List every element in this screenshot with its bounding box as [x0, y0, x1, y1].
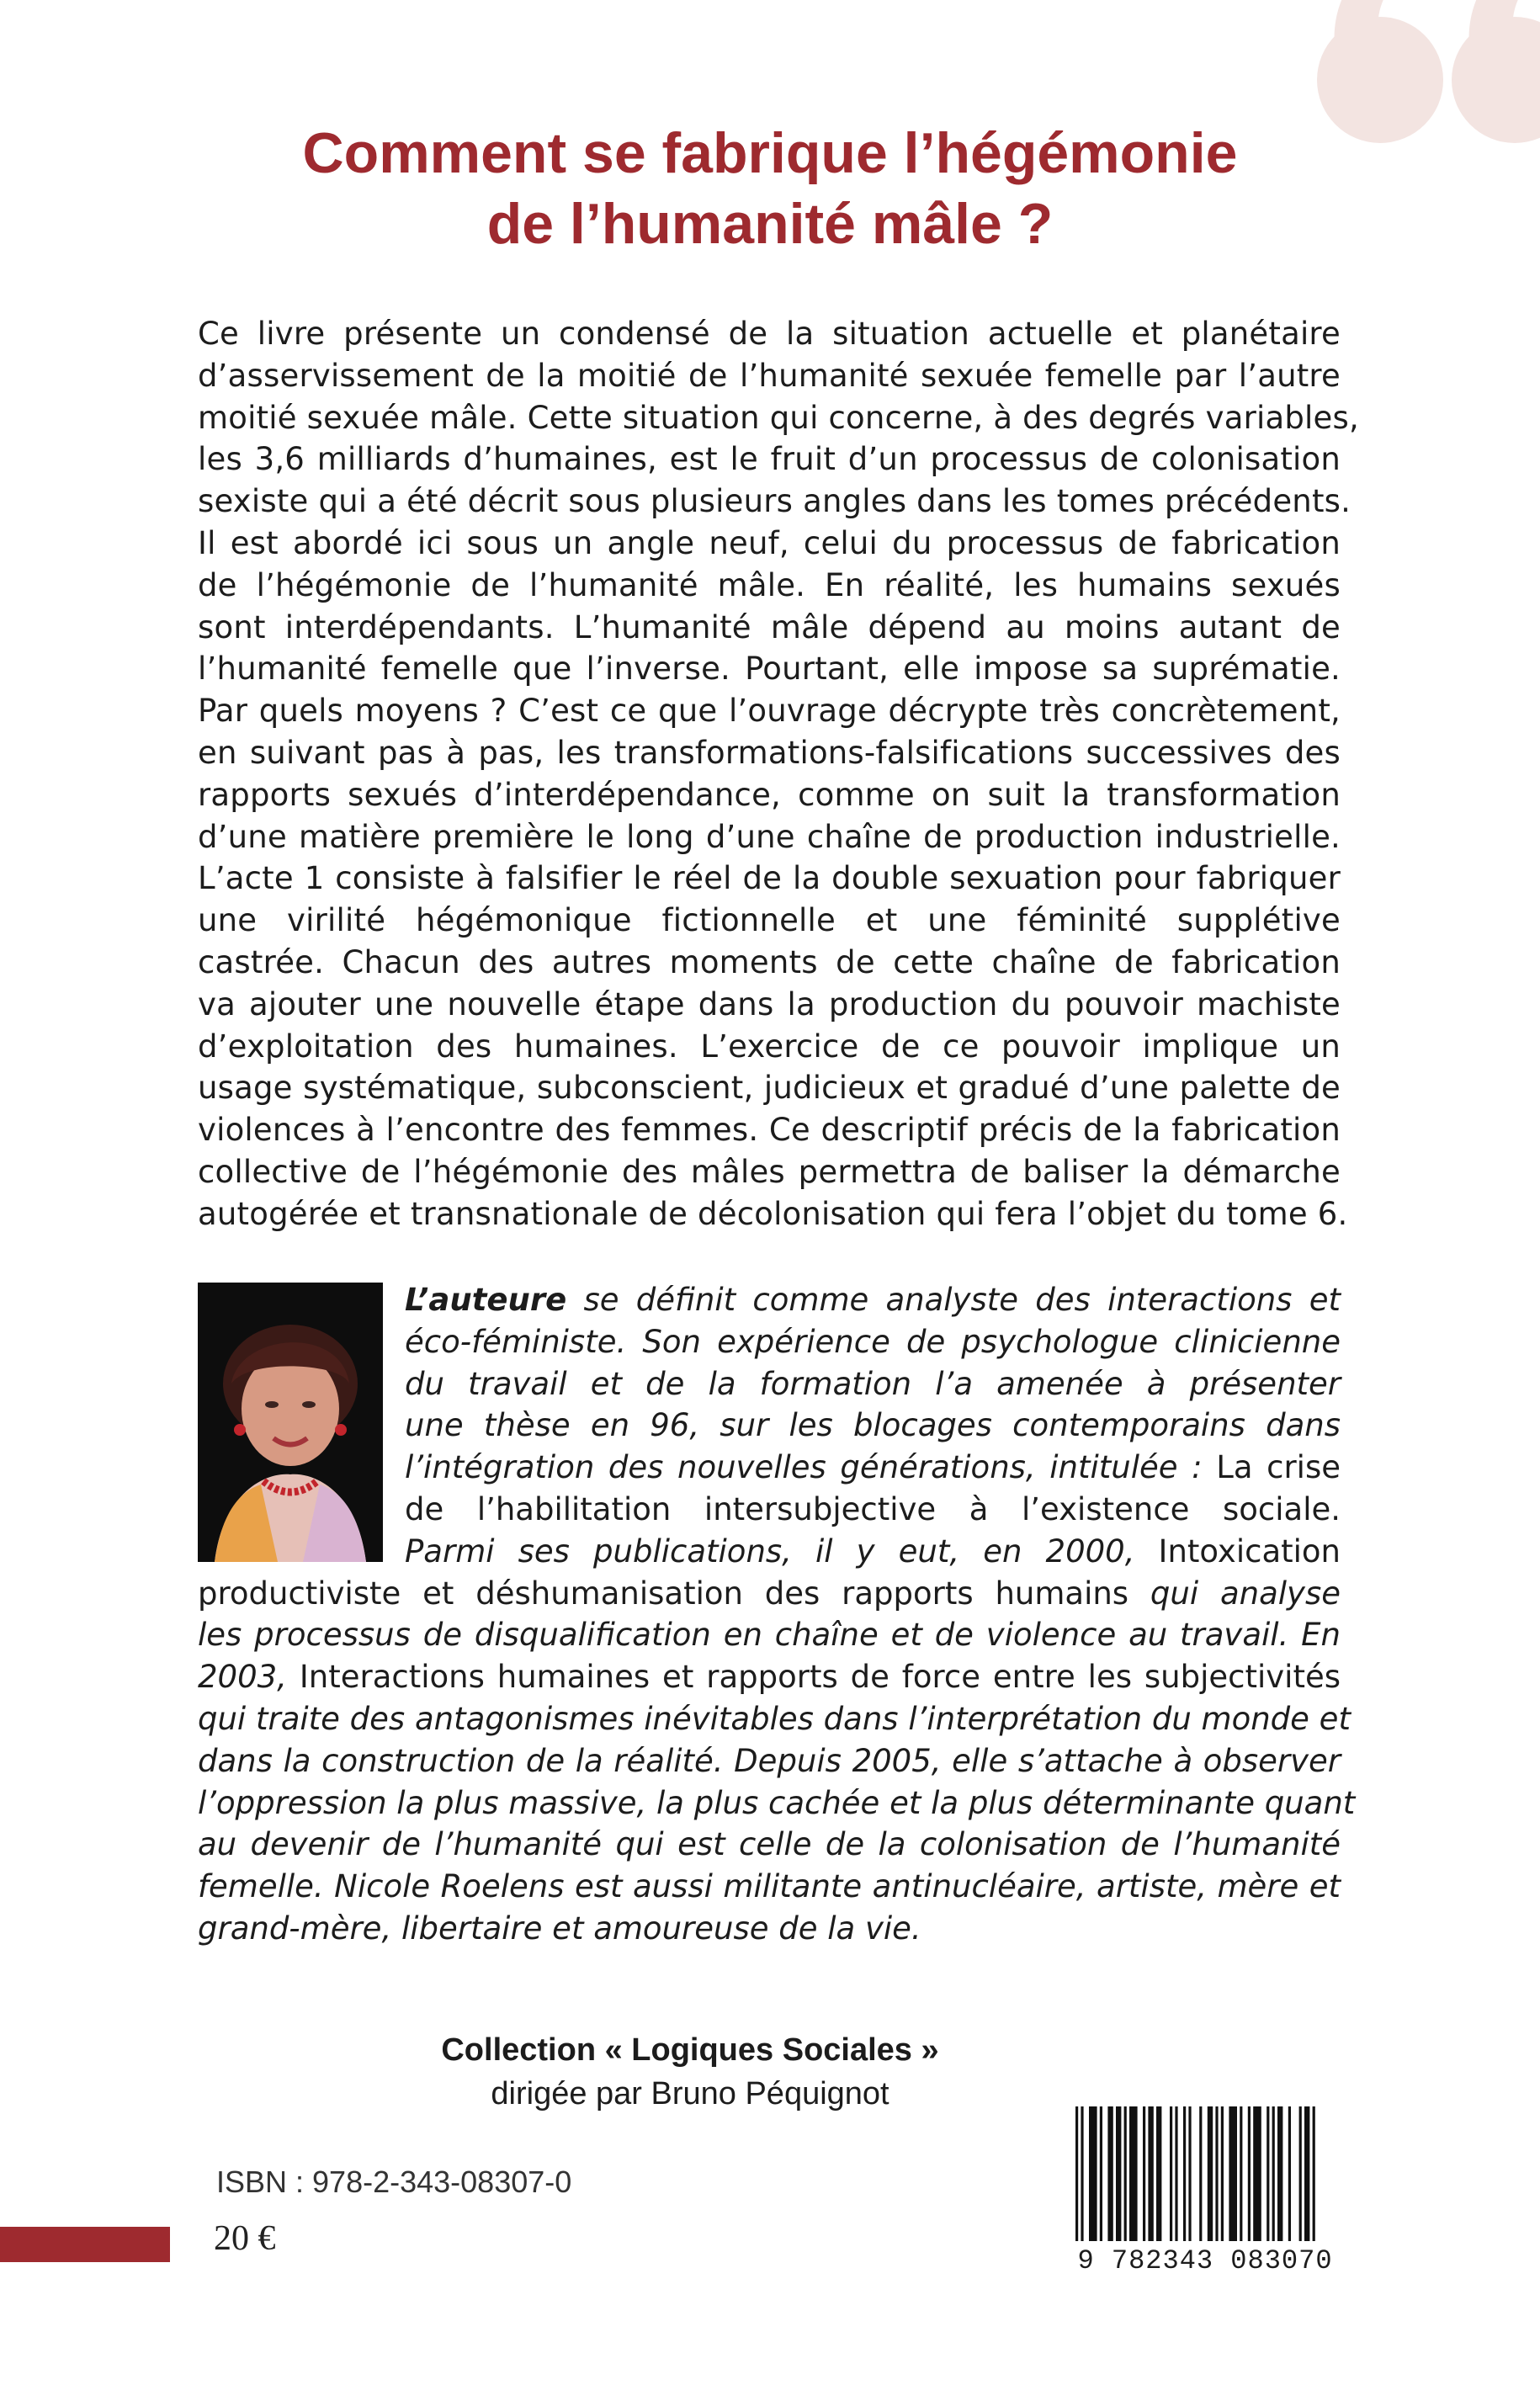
publication-title: Interactions humaines et rapports de force entre les subjectivités [286, 1659, 1341, 1696]
collection-title: Collection « Logiques Sociales » [441, 2032, 939, 2068]
isbn: ISBN : 978-2-343-08307-0 [216, 2165, 572, 2199]
summary-line: d’asservissement de la moitié de l’humanité sexuée femelle par l’autre [198, 357, 1341, 394]
page-title [0, 118, 1540, 259]
bio-line: une thèse en 96, sur les blocages contemporains dans [405, 1407, 1341, 1444]
summary-line: en suivant pas à pas, les transformations-falsifications successives des [198, 734, 1341, 771]
author-label: L’auteure [405, 1282, 567, 1318]
summary-line: sont interdépendants. L’humanité mâle dépend au moins autant de [198, 608, 1341, 645]
summary-line: rapports sexués d’interdépendance, comme on suit la transformation [198, 776, 1341, 813]
collection-info [353, 2028, 1027, 2116]
summary-line: Il est abordé ici sous un angle neuf, celui du processus de fabrication [198, 524, 1341, 561]
bio-line: éco-féministe. Son expérience de psychologue clinicienne [405, 1323, 1341, 1360]
summary-line: Ce livre présente un condensé de la situation actuelle et planétaire [198, 316, 1341, 352]
summary-line: de l’hégémonie de l’humanité mâle. En réalité, les humains sexués [198, 566, 1341, 603]
summary-line: va ajouter une nouvelle étape dans la production du pouvoir machiste [198, 985, 1341, 1023]
bio-line: l’intégration des nouvelles générations, intitulée : La crise [405, 1449, 1341, 1486]
bio-line: Parmi ses publications, il y eut, en 2000, Intoxication [405, 1532, 1341, 1570]
summary-line: L’acte 1 consiste à falsifier le réel de la double sexuation pour fabriquer [198, 860, 1341, 897]
bio-line: 2003, Interactions humaines et rapports de force entre les subjectivités [198, 1659, 1341, 1696]
summary-line: Par quels moyens ? C’est ce que l’ouvrage décrypte très concrètement, [198, 693, 1341, 730]
summary-line: castrée. Chacun des autres moments de cette chaîne de fabrication [198, 943, 1341, 980]
summary-line: d’une matière première le long d’une chaîne de production industrielle. [198, 818, 1341, 855]
accent-bar [0, 2227, 170, 2262]
summary-line: l’humanité femelle que l’inverse. Pourtant, elle impose sa suprématie. [198, 651, 1341, 688]
publication-title: Intoxication [1134, 1532, 1341, 1570]
bio-line: grand-mère, libertaire et amoureuse de la vie. [198, 1910, 921, 1947]
publication-title-cont: productiviste et déshumanisation des rapports humains [198, 1575, 1129, 1612]
summary-line: violences à l’encontre des femmes. Ce descriptif précis de la fabrication [198, 1112, 1341, 1149]
bio-line: l’oppression la plus massive, la plus cachée et la plus déterminante quant [198, 1784, 1356, 1821]
bio-line: dans la construction de la réalité. Depuis 2005, elle s’attache à observer [198, 1742, 1341, 1779]
summary-line: moitié sexuée mâle. Cette situation qui concerne, à des degrés variables, [198, 399, 1359, 436]
bio-line: L’auteure se définit comme analyste des interactions et [405, 1282, 1341, 1318]
bio-line: au devenir de l’humanité qui est celle de la colonisation de l’humanité [198, 1826, 1341, 1863]
summary-line: une virilité hégémonique fictionnelle et une féminité supplétive [198, 902, 1341, 939]
summary-line: d’exploitation des humaines. L’exercice de ce pouvoir implique un [198, 1028, 1341, 1065]
collection-director: dirigée par Bruno Péquignot [491, 2076, 889, 2111]
summary-line: usage systématique, subconscient, judicieux et gradué d’une palette de [198, 1070, 1341, 1107]
author-biography [198, 1279, 1356, 1950]
summary-line: sexiste qui a été décrit sous plusieurs angles dans les tomes précédents. [198, 483, 1351, 520]
bio-line: du travail et de la formation l’a amenée à présenter [405, 1365, 1341, 1402]
thesis-title: La crise [1202, 1449, 1341, 1486]
bio-line: femelle. Nicole Roelens est aussi militante antinucléaire, artiste, mère et [198, 1868, 1341, 1905]
summary-line: autogérée et transnationale de décolonisation qui fera l’objet du tome 6. [198, 1195, 1348, 1232]
bio-line: qui traite des antagonismes inévitables dans l’interprétation du monde et [198, 1700, 1351, 1737]
price: 20 € [214, 2219, 276, 2258]
thesis-title-cont: de l’habilitation intersubjective à l’existence sociale. [405, 1490, 1341, 1527]
title-line-1: Comment se fabrique l’hégémonie [302, 121, 1238, 185]
summary-line: les 3,6 milliards d’humaines, est le fruit d’un processus de colonisation [198, 441, 1341, 478]
summary-line: collective de l’hégémonie des mâles permettra de baliser la démarche [198, 1153, 1341, 1190]
title-line-2: de l’humanité mâle ? [486, 192, 1054, 256]
bio-line: les processus de disqualification en chaîne et de violence au travail. En [198, 1617, 1341, 1654]
barcode-digits: 9 782343 083070 [1077, 2245, 1333, 2276]
book-summary [198, 313, 1359, 1235]
bio-line: productiviste et déshumanisation des rapports humains qui analyse [198, 1575, 1341, 1612]
